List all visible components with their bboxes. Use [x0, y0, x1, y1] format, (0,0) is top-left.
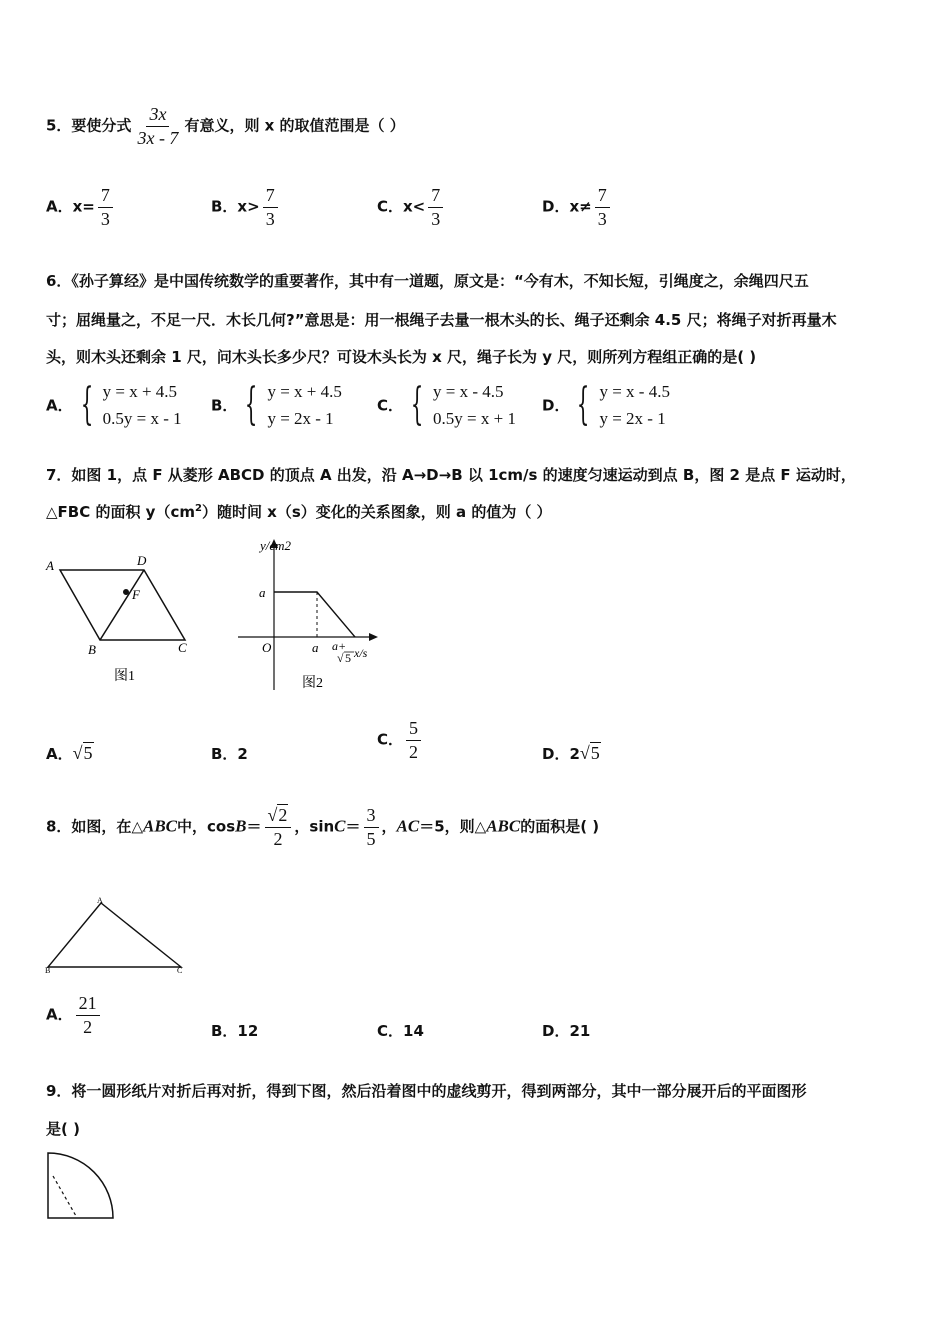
brace-icon: {	[80, 379, 93, 431]
frac-num: 3	[364, 805, 379, 828]
q8-triangle-figure	[40, 892, 190, 976]
equation-1: y = x - 4.5	[433, 382, 504, 401]
radicand: 5	[83, 743, 93, 763]
q8-triangle-name: ABC	[142, 816, 178, 836]
q8-cos-fraction: $\frac{√2}{2}$	[265, 805, 292, 849]
q6-option-b[interactable]	[211, 378, 342, 432]
q8-option-b[interactable]: B．12	[211, 1022, 259, 1040]
q6-option-c[interactable]	[377, 378, 516, 432]
figure-1-caption: 图1	[114, 669, 135, 684]
q7-figure-2-graph	[232, 535, 392, 695]
equation-2: y = 2x - 1	[599, 409, 666, 429]
q7-option-d[interactable]	[542, 743, 601, 764]
q6-option-b-system	[237, 378, 341, 432]
q5-option-b-fraction	[263, 185, 278, 229]
q6-line-1: 6．《孙子算经》是中国传统数学的重要著作，其中有一道题，原文是：“今有木，不知长短，引绳度之，余绳四尺五	[46, 272, 809, 290]
equation-1: y = x - 4.5	[599, 382, 670, 401]
q5-option-a[interactable]	[46, 185, 116, 229]
equation-1: y = x + 4.5	[102, 382, 178, 401]
q6-line-2: 寸；屈绳量之，不足一尺．木长几何?”意思是：用一根绳子去量一根木头的长、绳子还剩余 4.5 尺；将绳子对折再量木	[46, 311, 837, 329]
q8-angle-c: C	[334, 816, 346, 836]
q7-line-2-end: ）随时间 x（s）变化的关系图象，则 a 的值为（ ）	[201, 503, 552, 521]
q6-option-d[interactable]	[542, 378, 670, 432]
frac-den: 3	[431, 208, 441, 229]
q8-option-c[interactable]: C．14	[377, 1022, 424, 1040]
frac-den: 2	[83, 1016, 93, 1037]
q6-option-c-label: C．	[377, 396, 404, 415]
equation-2: 0.5y = x - 1	[102, 409, 182, 429]
q7-option-d-sqrt: √5	[579, 743, 600, 763]
frac-num: 7	[595, 185, 610, 208]
q7-option-a[interactable]	[46, 743, 94, 764]
question-5-stem	[46, 104, 405, 148]
x-tick-end: a+	[332, 639, 347, 653]
frac-num: 5	[406, 718, 421, 741]
quarter-circle-shape	[48, 1153, 113, 1218]
q5-frac-numerator: 3x	[146, 104, 169, 127]
q7-option-b[interactable]: B．2	[211, 745, 248, 763]
frac-den: 2	[409, 741, 419, 762]
q8-option-d[interactable]: D．21	[542, 1022, 591, 1040]
label-d: D	[137, 553, 147, 568]
q7-option-a-label: A．	[46, 745, 73, 763]
diagonal-db	[100, 570, 144, 640]
frac-den: 5	[366, 828, 376, 849]
q8-part: ＝5，则△	[419, 817, 487, 836]
q5-option-b[interactable]	[211, 185, 281, 229]
point-f-dot	[123, 589, 129, 595]
q8-option-a-fraction	[76, 993, 100, 1037]
origin-label: O	[262, 640, 272, 655]
q5-option-c-fraction	[428, 185, 443, 229]
q7-option-c-label: C．	[377, 730, 404, 749]
q6-line-3: 头，则木头还剩余 1 尺，问木头长多少尺？可设木头长为 x 尺，绳子长为 y 尺，则所列方程组正确的是( )	[46, 348, 757, 366]
question-8-stem	[46, 805, 599, 849]
frac-den: 3	[265, 208, 275, 229]
radicand: 2	[278, 805, 288, 825]
q5-option-c[interactable]	[377, 185, 446, 229]
q6-option-b-label: B．	[211, 396, 238, 415]
q9-line-2: 是( )	[46, 1120, 80, 1138]
q8-side-ac: AC	[396, 816, 420, 836]
frac-den: 3	[100, 208, 110, 229]
label-a: A	[46, 558, 54, 573]
y-axis-label: y/cm2	[260, 538, 292, 553]
equation-2: 0.5y = x + 1	[433, 409, 516, 429]
q7-option-c-fraction	[406, 718, 421, 762]
x-tick-root: 5	[345, 651, 351, 665]
q8-option-a-label: A．	[46, 1005, 73, 1024]
q5-option-c-label: C．x<	[377, 197, 426, 216]
figure-2-caption: 图2	[302, 676, 323, 691]
q5-option-a-label: A．x=	[46, 197, 95, 216]
q8-part: 的面积是( )	[520, 817, 600, 836]
q7-line-2	[46, 501, 552, 522]
brace-icon: {	[410, 379, 424, 431]
q8-option-a[interactable]	[46, 993, 103, 1037]
frac-num: 21	[76, 993, 100, 1016]
q6-option-d-system	[569, 378, 670, 432]
q8-part: 中，cos	[177, 817, 236, 836]
q5-fraction	[134, 104, 181, 148]
frac-den: 2	[273, 828, 283, 849]
q5-option-d-label: D．x≠	[542, 197, 592, 216]
q6-option-c-system	[403, 378, 516, 432]
vertex-a-label: A	[97, 896, 103, 905]
q7-option-c[interactable]	[377, 718, 424, 762]
q7-superscript: 2	[194, 503, 202, 514]
brace-icon: {	[245, 379, 258, 431]
q6-option-d-label: D．	[542, 396, 570, 415]
equation-2: y = 2x - 1	[267, 409, 334, 429]
q6-option-a[interactable]	[46, 378, 182, 432]
label-b: B	[88, 642, 96, 657]
frac-num: 7	[428, 185, 443, 208]
equation-1: y = x + 4.5	[267, 382, 342, 401]
q5-option-b-label: B．x>	[211, 197, 260, 216]
x-axis-arrow-icon	[369, 633, 378, 641]
q8-sin-fraction	[364, 805, 379, 849]
x-tick-a: a	[312, 640, 319, 655]
q5-option-d[interactable]	[542, 185, 613, 229]
q8-part: ＝	[246, 817, 262, 836]
dashed-cut-line	[53, 1176, 76, 1216]
vertex-c-label: C	[177, 966, 183, 975]
brace-icon: {	[577, 379, 590, 431]
q9-line-1: 9．将一圆形纸片对折后再对折，得到下图，然后沿着图中的虚线剪开，得到两部分，其中一部分展开后的平面图形	[46, 1082, 807, 1100]
q8-part: ，	[381, 817, 397, 836]
q8-part: 8．如图，在△	[46, 817, 143, 836]
triangle-shape	[48, 903, 181, 967]
vertex-b-label: B	[45, 966, 51, 975]
q5-option-a-fraction	[98, 185, 113, 229]
q8-angle-b: B	[235, 816, 247, 836]
q7-line-2-start: △FBC 的面积 y（cm	[46, 503, 195, 521]
q7-figure-1-rhombus	[40, 548, 200, 690]
q5-label: 5．要使分式	[46, 116, 132, 135]
x-tick-radical-icon: √	[337, 651, 344, 665]
y-tick-a: a	[259, 585, 266, 600]
q5-option-d-fraction	[595, 185, 610, 229]
frac-den: 3	[597, 208, 607, 229]
q5-frac-denominator: 3x - 7	[137, 127, 179, 148]
q7-option-d-label: D．2	[542, 745, 580, 763]
q7-option-a-sqrt: √5	[72, 743, 93, 763]
frac-num: 7	[263, 185, 278, 208]
q5-tail: 有意义，则 x 的取值范围是（ ）	[184, 116, 405, 135]
x-axis-label: x/s	[354, 646, 368, 660]
q8-triangle-name-2: ABC	[486, 816, 521, 836]
q6-option-a-system	[73, 378, 182, 432]
graph-line	[274, 592, 355, 637]
q6-option-a-label: A．	[46, 396, 73, 415]
q8-part: ，sin	[294, 817, 335, 836]
q7-line-1: 7．如图 1，点 F 从菱形 ABCD 的顶点 A 出发，沿 A→D→B 以 1cm/s 的速度匀速运动到点 B，图 2 是点 F 运动时，	[46, 466, 856, 484]
q8-part: ＝	[345, 817, 361, 836]
frac-num: 7	[98, 185, 113, 208]
label-f: F	[132, 587, 140, 602]
q9-quarter-circle-figure	[44, 1149, 118, 1223]
radicand: 5	[590, 743, 600, 763]
label-c: C	[178, 640, 187, 655]
